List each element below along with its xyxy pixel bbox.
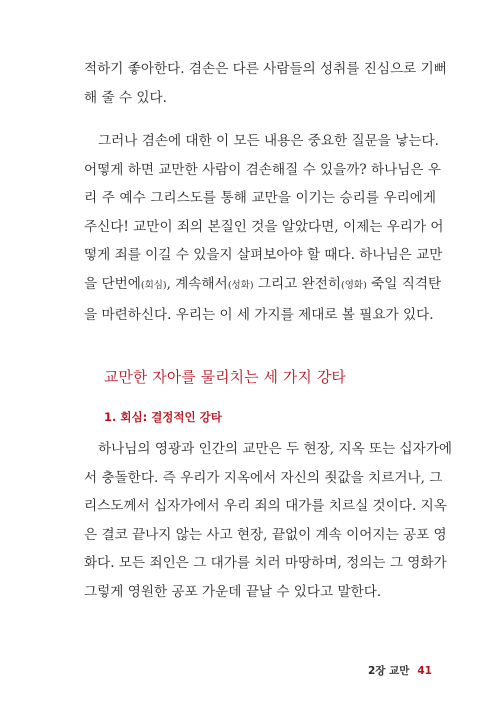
text-fragment: 죽일 직격탄 [366, 275, 442, 292]
text-line: 그렇게 영원한 공포 가운데 끝날 수 있다고 말한다. [84, 583, 382, 600]
subsection-heading: 1. 회심: 결정적인 강타 [104, 410, 222, 424]
text-line: 해 줄 수 있다. [84, 89, 167, 106]
text-fragment: , 계속해서 [166, 275, 228, 292]
text-fragment: 그리고 완전히 [253, 275, 342, 292]
text-line: 주신다! 교만이 죄의 본질인 것을 알았다면, 이제는 우리가 어 [84, 218, 444, 235]
text-line: 적하기 좋아한다. 겸손은 다른 사람들의 성취를 진심으로 기뻐 [84, 61, 447, 77]
paragraph-1 [84, 55, 447, 112]
text-line: 그러나 겸손에 대한 이 모든 내용은 중요한 질문을 낳는다. [98, 133, 439, 149]
annotation-conversion: (회심) [140, 279, 167, 291]
text-line: 하나님의 영광과 인간의 교만은 두 현장, 지옥 또는 십자가에 [98, 441, 453, 457]
text-line: 을 마련하신다. 우리는 이 세 가지를 제대로 볼 필요가 있다. [84, 306, 434, 323]
text-fragment: 을 단번에 [84, 275, 141, 292]
annotation-sanctification: (성화) [227, 279, 254, 291]
annotation-glorification: (영화) [341, 279, 367, 291]
text-line: 서 충돌한다. 즉 우리가 지옥에서 자신의 죗값을 치르거나, 그 [84, 469, 443, 486]
paragraph-3 [84, 435, 453, 607]
page-number: 41 [417, 665, 432, 677]
chapter-label: 2장 교만 [367, 665, 410, 677]
text-line: 떻게 죄를 이길 수 있을지 살펴보아야 할 때다. 하나님은 교만 [84, 247, 443, 264]
text-line-with-annotations [84, 270, 442, 301]
text-line: 은 결코 끝나지 않는 사고 현장, 끝없이 계속 이어지는 공포 영 [84, 526, 447, 543]
text-line: 화다. 모든 죄인은 그 대가를 치러 마땅하며, 정의는 그 영화가 [84, 555, 447, 572]
text-line: 어떻게 하면 교만한 사람이 겸손해질 수 있을까? 하나님은 우 [84, 161, 442, 178]
page-footer [368, 663, 432, 678]
section-heading: 교만한 자아를 물리치는 세 가지 강타 [104, 369, 346, 386]
paragraph-2 [84, 127, 444, 329]
text-line: 리스도께서 십자가에서 우리 죄의 대가를 치르실 것이다. 지옥 [84, 498, 447, 515]
text-line: 리 주 예수 그리스도를 통해 교만을 이기는 승리를 우리에게 [84, 190, 436, 207]
